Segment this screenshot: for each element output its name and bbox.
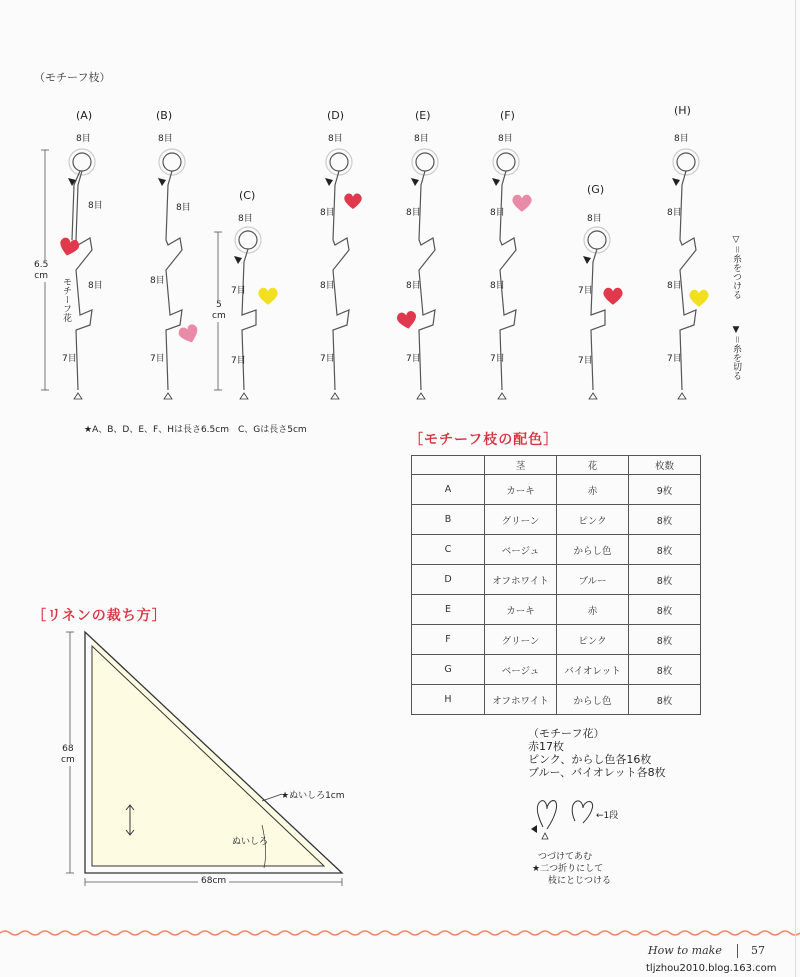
- heart-pink-icon: [512, 195, 531, 212]
- length-note: ★A、B、D、E、F、Hは長さ6.5cm C、Gは長さ5cm: [84, 425, 307, 435]
- heart-red-icon: [57, 236, 80, 257]
- dimension-short-label: 5 cm: [212, 300, 226, 321]
- branch-label-c: (C): [239, 189, 256, 202]
- table-row: [412, 595, 701, 625]
- table-header-cell: 茎: [485, 456, 557, 475]
- stitch-label: 8目: [414, 134, 429, 144]
- stitch-label: 8目: [674, 134, 689, 144]
- stitch-label: 7目: [231, 356, 246, 366]
- fold-note: 枝にとじつける: [548, 876, 612, 886]
- table-cell: G: [412, 655, 485, 685]
- branch-g: [583, 227, 610, 399]
- motif-flower-info: [528, 727, 666, 779]
- stitch-label: 8目: [490, 208, 505, 218]
- stitch-label: 7目: [62, 354, 77, 364]
- stitch-label: 8目: [150, 276, 165, 286]
- table-cell: オフホワイト: [485, 685, 557, 715]
- heart-yellow-icon: [689, 290, 708, 307]
- stitch-label: 7目: [578, 286, 593, 296]
- branch-label-f: (F): [500, 109, 515, 122]
- linen-height-label: 68 cm: [61, 744, 75, 765]
- motif-flower-line: ピンク、からし色各16枚: [528, 753, 652, 766]
- stitch-label: 8目: [406, 208, 421, 218]
- table-row: [412, 475, 701, 505]
- fold-note: ★二つ折りにして: [532, 864, 604, 874]
- footer-wave-divider: [0, 928, 800, 938]
- how-to-make-label: How to make: [648, 944, 722, 957]
- footer-divider: [737, 944, 738, 958]
- motif-flower-title: （モチーフ花）: [528, 727, 605, 740]
- stitch-label: 8目: [320, 281, 335, 291]
- branch-label-b: (B): [156, 109, 173, 122]
- table-cell: 8枚: [629, 535, 701, 565]
- table-row: [412, 565, 701, 595]
- table-cell: C: [412, 535, 485, 565]
- branch-c: [234, 227, 261, 399]
- table-cell: からし色: [557, 685, 629, 715]
- stitch-label: 8目: [587, 214, 602, 224]
- table-row: [412, 625, 701, 655]
- seam-allowance-note: ★ぬいしろ1cm: [281, 791, 345, 801]
- table-cell: 8枚: [629, 685, 701, 715]
- table-cell: カーキ: [485, 595, 557, 625]
- stitch-label: 8目: [76, 134, 91, 144]
- table-header-cell: 枚数: [629, 456, 701, 475]
- table-cell: オフホワイト: [485, 565, 557, 595]
- color-table: [411, 455, 701, 715]
- table-cell: カーキ: [485, 475, 557, 505]
- table-cell: ベージュ: [485, 655, 557, 685]
- stitch-label: 8目: [88, 281, 103, 291]
- stitch-label: 8目: [490, 281, 505, 291]
- motif-flower-label: モチーフ花: [61, 277, 71, 322]
- stitch-label: 8目: [158, 134, 173, 144]
- stitch-label: 8目: [320, 208, 335, 218]
- round-label: ←1段: [596, 811, 619, 821]
- table-row: [412, 535, 701, 565]
- stitch-label: 8目: [88, 201, 103, 211]
- stitch-label: 8目: [667, 281, 682, 291]
- table-cell: ベージュ: [485, 535, 557, 565]
- heart-red-icon: [603, 288, 622, 305]
- page-number: 57: [751, 944, 765, 957]
- table-cell: 8枚: [629, 565, 701, 595]
- legend-attach: ▽＝糸をつける: [731, 235, 741, 300]
- color-table-title: ［モチーフ枝の配色］: [409, 432, 559, 448]
- table-cell: バイオレット: [557, 655, 629, 685]
- page-edge: [795, 0, 796, 977]
- table-cell: 8枚: [629, 595, 701, 625]
- legend-cut: ▼＝糸を切る: [731, 325, 741, 381]
- stitch-label: 8目: [667, 208, 682, 218]
- table-cell: からし色: [557, 535, 629, 565]
- table-cell: F: [412, 625, 485, 655]
- table-cell: A: [412, 475, 485, 505]
- stitch-label: 7目: [490, 354, 505, 364]
- branch-label-d: (D): [327, 109, 345, 122]
- table-row: [412, 505, 701, 535]
- stitch-label: 8目: [328, 134, 343, 144]
- motif-flower-line: ブルー、バイオレット各8枚: [528, 766, 666, 779]
- motif-flower-line: 赤17枚: [528, 740, 564, 753]
- linen-width-label: 68cm: [198, 876, 229, 886]
- watermark-url: tljzhou2010.blog.163.com: [646, 963, 777, 974]
- table-row: [412, 685, 701, 715]
- table-cell: 8枚: [629, 505, 701, 535]
- stitch-label: 8目: [238, 214, 253, 224]
- table-cell: ブルー: [557, 565, 629, 595]
- stitch-label: 8目: [498, 134, 513, 144]
- stitch-label: 7目: [150, 354, 165, 364]
- seam-allowance-label: ぬいしろ: [232, 837, 269, 847]
- stitch-label: 7目: [667, 354, 682, 364]
- heart-red-icon: [344, 193, 361, 209]
- table-row: [412, 655, 701, 685]
- attach-note: つづけてあむ: [538, 852, 593, 862]
- table-cell: 赤: [557, 595, 629, 625]
- table-cell: H: [412, 685, 485, 715]
- stitch-label: 7目: [578, 356, 593, 366]
- branch-label-a: (A): [76, 109, 93, 122]
- motif-branch-title: （モチーフ枝）: [34, 71, 111, 84]
- table-header-row: [412, 456, 701, 475]
- stitch-label: 7目: [406, 354, 421, 364]
- table-cell: グリーン: [485, 625, 557, 655]
- table-cell: B: [412, 505, 485, 535]
- branch-label-g: (G): [587, 183, 605, 196]
- linen-triangle-diagram: [0, 620, 400, 910]
- table-cell: 8枚: [629, 655, 701, 685]
- table-cell: E: [412, 595, 485, 625]
- branch-label-h: (H): [674, 104, 691, 117]
- table-header-cell: [412, 456, 485, 475]
- branch-label-e: (E): [415, 109, 431, 122]
- stitch-label: 8目: [176, 203, 191, 213]
- table-cell: 8枚: [629, 625, 701, 655]
- heart-red-icon: [396, 310, 418, 330]
- table-header-cell: 花: [557, 456, 629, 475]
- table-cell: ピンク: [557, 625, 629, 655]
- stitch-label: 7目: [231, 286, 246, 296]
- table-cell: グリーン: [485, 505, 557, 535]
- table-cell: ピンク: [557, 505, 629, 535]
- table-cell: D: [412, 565, 485, 595]
- table-cell: 赤: [557, 475, 629, 505]
- dimension-long-label: 6.5 cm: [34, 260, 49, 281]
- heart-pink-icon: [177, 323, 201, 346]
- heart-yellow-icon: [258, 288, 277, 305]
- table-cell: 9枚: [629, 475, 701, 505]
- stitch-label: 7目: [320, 354, 335, 364]
- stitch-label: 8目: [406, 281, 421, 291]
- linen-cutting-title: ［リネンの裁ち方］: [32, 608, 167, 624]
